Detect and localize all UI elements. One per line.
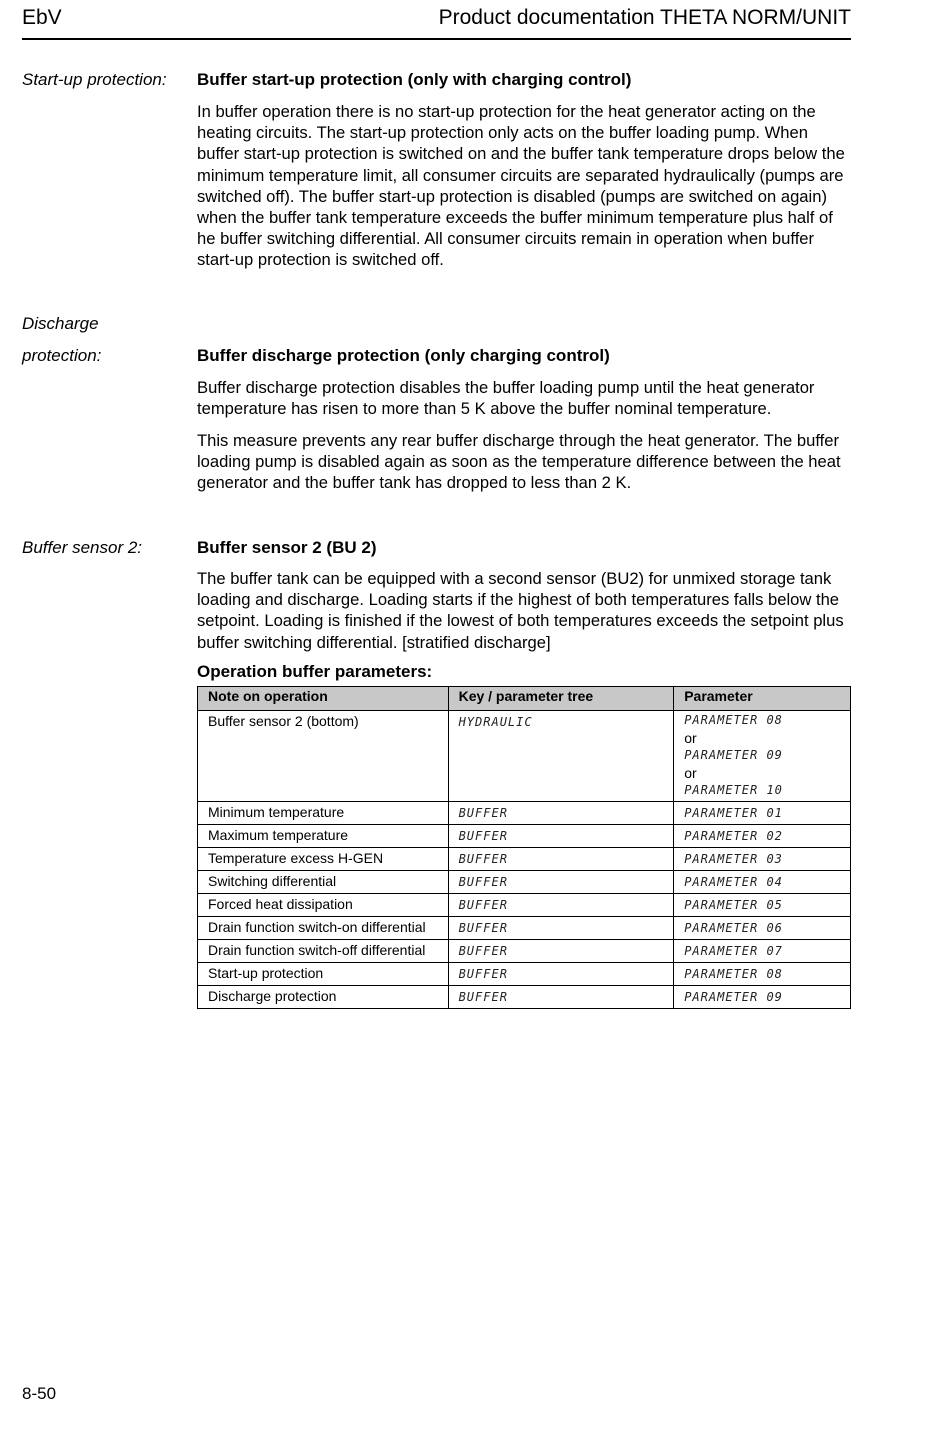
table-row bbox=[198, 893, 851, 916]
table-row bbox=[198, 824, 851, 847]
lcd-key-text: BUFFER bbox=[458, 989, 508, 1004]
lcd-parameter-text: PARAMETER 09 bbox=[684, 989, 783, 1004]
cell-note: Forced heat dissipation bbox=[198, 893, 449, 916]
table-row bbox=[198, 801, 851, 824]
table-row bbox=[198, 939, 851, 962]
cell-note: Start-up protection bbox=[198, 962, 449, 985]
header-company: EbV bbox=[22, 6, 62, 29]
cell-note: Minimum temperature bbox=[198, 801, 449, 824]
lcd-parameter-text: PARAMETER 06 bbox=[684, 920, 783, 935]
column-header-note: Note on operation bbox=[198, 687, 449, 711]
paragraph-sensor2: The buffer tank can be equipped with a second sensor (BU2) for unmixed storage tank loading and discharge. Loading starts if the highest of both temperatures falls below the setpoint. Loading is finished if the lowest of both temperatures exceeds the setpoint plus buffer switching differential. [stratified discharge] bbox=[197, 569, 844, 652]
cell-parameter bbox=[674, 824, 851, 847]
lcd-key-text: BUFFER bbox=[458, 805, 508, 820]
cell-parameter bbox=[674, 847, 851, 870]
cell-key bbox=[448, 847, 674, 870]
lcd-parameter-text: PARAMETER 08 bbox=[684, 966, 783, 981]
paragraph-discharge-2: This measure prevents any rear buffer discharge through the heat generator. The buffer loading pump is disabled again as soon as the temperature difference between the heat generator and the buffer tank has dropped to less than 2 K. bbox=[197, 431, 841, 493]
cell-parameter bbox=[674, 962, 851, 985]
column-header-key: Key / parameter tree bbox=[448, 687, 674, 711]
lcd-parameter-text: PARAMETER 01 bbox=[684, 805, 783, 820]
lcd-key-text: BUFFER bbox=[458, 943, 508, 958]
lcd-key-text: BUFFER bbox=[458, 966, 508, 981]
table-row bbox=[198, 962, 851, 985]
heading-sensor2: Buffer sensor 2 (BU 2) bbox=[197, 538, 377, 557]
cell-parameter bbox=[674, 939, 851, 962]
cell-parameter bbox=[674, 870, 851, 893]
cell-key bbox=[448, 985, 674, 1008]
cell-key bbox=[448, 711, 674, 802]
lcd-key-text: BUFFER bbox=[458, 851, 508, 866]
cell-note: Maximum temperature bbox=[198, 824, 449, 847]
cell-key bbox=[448, 916, 674, 939]
side-label-sensor2: Buffer sensor 2: bbox=[22, 538, 143, 557]
lcd-parameter-text: PARAMETER 10 bbox=[684, 783, 783, 797]
lcd-parameter-text: PARAMETER 02 bbox=[684, 828, 783, 843]
cell-note: Discharge protection bbox=[198, 985, 449, 1008]
cell-key bbox=[448, 801, 674, 824]
header-document-title: Product documentation THETA NORM/UNIT bbox=[438, 6, 851, 29]
cell-note: Buffer sensor 2 (bottom) bbox=[198, 711, 449, 802]
table-title: Operation buffer parameters: bbox=[197, 662, 433, 681]
cell-key bbox=[448, 962, 674, 985]
cell-key bbox=[448, 870, 674, 893]
table-row bbox=[198, 985, 851, 1008]
heading-startup: Buffer start-up protection (only with charging control) bbox=[197, 70, 632, 89]
lcd-parameter-text: PARAMETER 05 bbox=[684, 897, 783, 912]
table-row bbox=[198, 711, 851, 802]
page-number: 8-50 bbox=[22, 1384, 57, 1403]
or-text: or bbox=[684, 764, 697, 781]
lcd-key-text: BUFFER bbox=[458, 897, 508, 912]
page-header bbox=[22, 4, 851, 40]
lcd-key-text: HYDRAULIC bbox=[458, 715, 533, 729]
side-label-discharge-1: Discharge bbox=[22, 314, 99, 333]
lcd-key-text: BUFFER bbox=[458, 828, 508, 843]
lcd-key-text: BUFFER bbox=[458, 874, 508, 889]
lcd-parameter-text: PARAMETER 08 bbox=[684, 713, 783, 727]
cell-parameter bbox=[674, 985, 851, 1008]
cell-parameter bbox=[674, 711, 851, 802]
cell-note: Drain function switch-off differential bbox=[198, 939, 449, 962]
cell-key bbox=[448, 939, 674, 962]
side-label-startup: Start-up protection: bbox=[22, 70, 167, 89]
heading-discharge: Buffer discharge protection (only charging control) bbox=[197, 346, 610, 365]
cell-key bbox=[448, 824, 674, 847]
cell-parameter bbox=[674, 801, 851, 824]
column-header-parameter: Parameter bbox=[674, 687, 851, 711]
table-row bbox=[198, 916, 851, 939]
parameters-table bbox=[197, 686, 851, 1009]
cell-note: Temperature excess H-GEN bbox=[198, 847, 449, 870]
lcd-parameter-text: PARAMETER 04 bbox=[684, 874, 783, 889]
cell-parameter bbox=[674, 916, 851, 939]
table-row bbox=[198, 847, 851, 870]
or-text: or bbox=[684, 729, 697, 746]
paragraph-discharge-1: Buffer discharge protection disables the buffer loading pump until the heat generator temperature has risen to more than 5 K above the buffer nominal temperature. bbox=[197, 378, 815, 419]
cell-key bbox=[448, 893, 674, 916]
side-label-discharge-2: protection: bbox=[22, 346, 102, 365]
cell-note: Drain function switch-on differential bbox=[198, 916, 449, 939]
lcd-parameter-text: PARAMETER 03 bbox=[684, 851, 783, 866]
lcd-parameter-text: PARAMETER 09 bbox=[684, 748, 783, 762]
table-row bbox=[198, 870, 851, 893]
cell-note: Switching differential bbox=[198, 870, 449, 893]
cell-parameter bbox=[674, 893, 851, 916]
lcd-parameter-text: PARAMETER 07 bbox=[684, 943, 783, 958]
table-header-row bbox=[198, 687, 851, 711]
paragraph-startup: In buffer operation there is no start-up protection for the heat generator acting on the heating circuits. The start-up protection only acts on the buffer loading pump. When buffer start-up protection is switched on and the buffer tank temperature drops below the minimum temperature limit, all consumer circuits are separated hydraulically (pumps are switched off). The buffer start-up protection is disabled (pumps are switched on again) when the buffer tank temperature exceeds the buffer minimum temperature plus half of he buffer switching differential. All consumer circuits remain in operation when buffer start-up protection is switched off. bbox=[197, 102, 845, 270]
lcd-key-text: BUFFER bbox=[458, 920, 508, 935]
